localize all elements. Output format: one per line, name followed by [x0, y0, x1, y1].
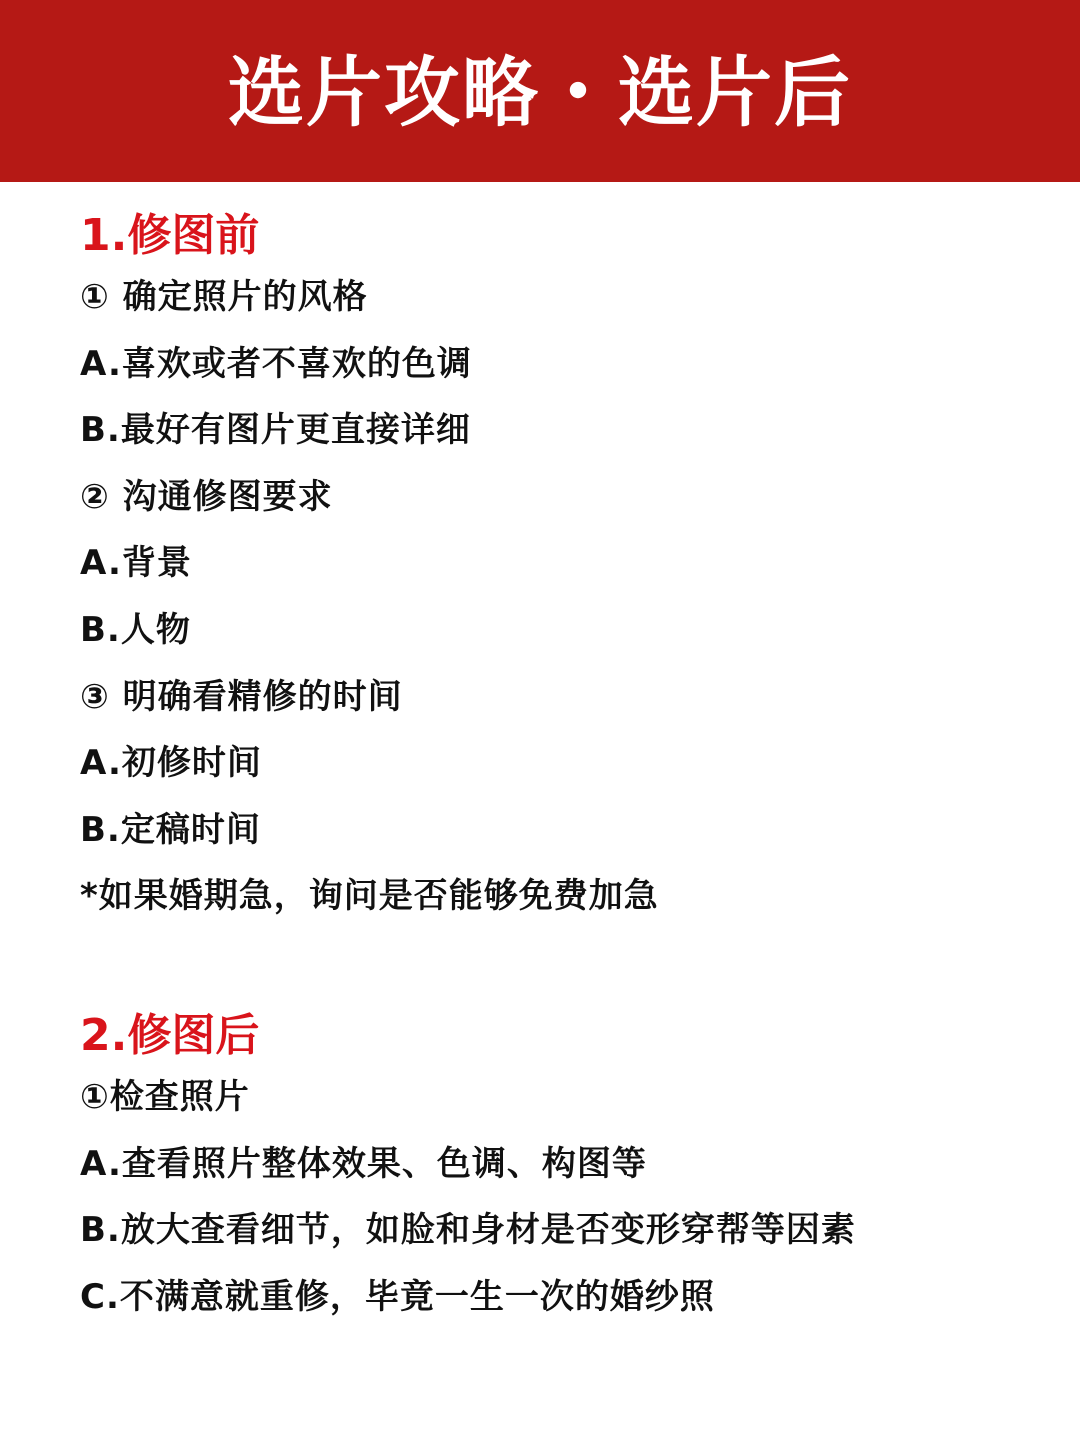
list-item: A.初修时间: [80, 743, 262, 784]
list-item: A.查看照片整体效果、色调、构图等: [80, 1143, 647, 1184]
section-lines: [80, 264, 1040, 930]
section-heading: 2.修图后: [80, 1010, 260, 1061]
section-before-retouch: [80, 208, 1040, 930]
title-banner: [0, 0, 1080, 182]
step-title: ③ 明确看精修的时间: [80, 676, 403, 717]
note-text: *如果婚期急，询问是否能够免费加急: [80, 876, 659, 917]
step-title: ①检查照片: [80, 1077, 250, 1117]
step-title: ② 沟通修图要求: [80, 476, 333, 517]
step-title: ① 确定照片的风格: [80, 277, 368, 317]
section-heading: 1.修图前: [80, 210, 260, 261]
list-item: B.人物: [80, 609, 191, 650]
list-item: A.背景: [80, 543, 192, 584]
list-item: B.最好有图片更直接详细: [80, 410, 471, 451]
section-after-retouch: [80, 1008, 1040, 1330]
list-item: B.定稿时间: [80, 809, 261, 850]
list-item: A.喜欢或者不喜欢的色调: [80, 343, 472, 384]
section-lines: [80, 1064, 1040, 1330]
list-item: B.放大查看细节，如脸和身材是否变形穿帮等因素: [80, 1210, 856, 1251]
page-title: 选片攻略・选片后: [228, 48, 852, 137]
list-item: C.不满意就重修，毕竟一生一次的婚纱照: [80, 1276, 715, 1317]
